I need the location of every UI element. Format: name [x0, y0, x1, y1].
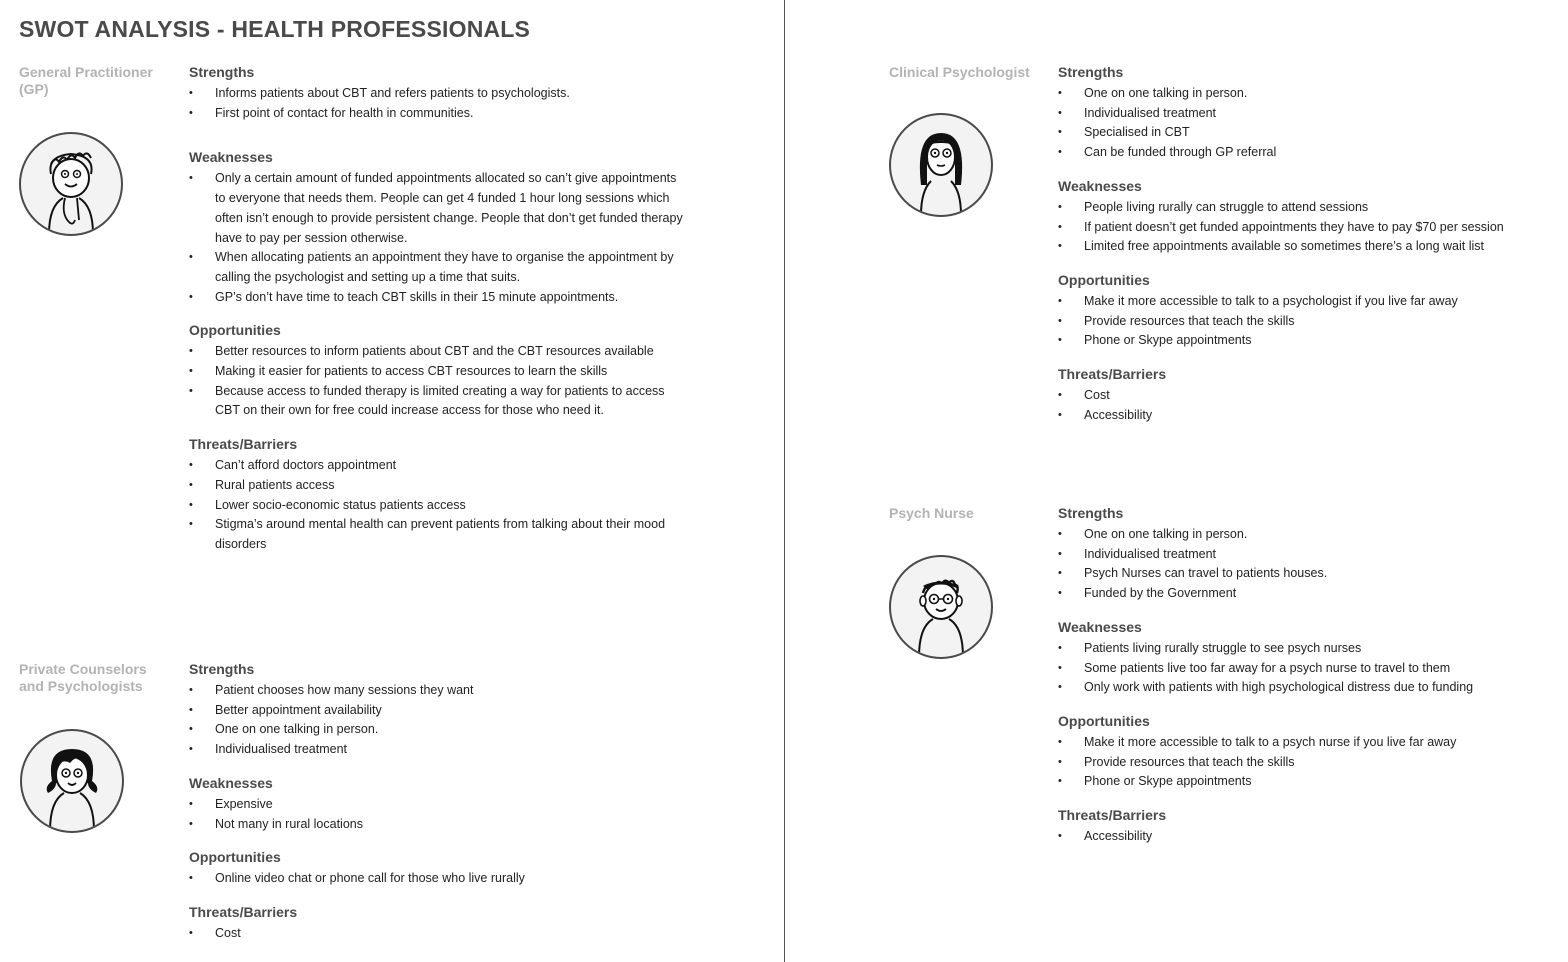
list-item: • Cost	[1058, 388, 1110, 403]
weaknesses-section	[1058, 619, 1558, 698]
list-item: • One on one talking in person.	[1058, 86, 1248, 100]
threats-section	[1058, 366, 1558, 425]
nurse-avatar-icon	[889, 555, 993, 659]
list-item: • Phone or Skype appointments	[1058, 774, 1252, 789]
threats-heading: Threats/Barriers	[189, 436, 298, 453]
threats-section	[1058, 807, 1558, 847]
list-item: • Individualised treatment	[1058, 546, 1217, 561]
weaknesses-section	[1058, 178, 1558, 257]
profile-name: Private Counselors and Psychologists	[19, 661, 147, 694]
strengths-section	[189, 64, 689, 123]
list-item: • Accessibility	[1058, 407, 1153, 422]
swot-sections	[1058, 505, 1558, 862]
psychologist-avatar-icon	[889, 113, 993, 217]
profile-name: Clinical Psychologist	[889, 64, 1030, 80]
profile-general-practitioner	[19, 64, 719, 584]
list-item: • People living rurally can struggle to attend sessions	[1058, 199, 1369, 214]
column-divider	[784, 0, 785, 962]
list-item: • Making it easier for patients to access CBT resources to learn the skills	[189, 364, 608, 379]
list-item: • Make it more accessible to talk to a psych nurse if you live far away	[1058, 734, 1457, 749]
doctor-avatar-icon	[19, 132, 123, 236]
list-item: • Expensive	[189, 796, 273, 811]
profile-clinical-psychologist	[889, 64, 1559, 444]
list-item: • Online video chat or phone call for those who live rurally	[189, 871, 525, 886]
list-item: • Patient chooses how many sessions they want	[189, 683, 474, 697]
list-item: • Phone or Skype appointments	[1058, 333, 1252, 348]
profile-private-counselors	[19, 661, 719, 951]
opportunities-section	[1058, 713, 1558, 792]
page-title: SWOT ANALYSIS - HEALTH PROFESSIONALS	[19, 16, 531, 42]
list-item: • Can’t afford doctors appointment	[189, 458, 397, 473]
list-item: • Stigma’s around mental health can prevent patients from talking about their mood disorders	[189, 517, 666, 551]
list-item: • Better resources to inform patients about CBT and the CBT resources available	[189, 344, 654, 359]
weaknesses-section	[189, 775, 689, 834]
profile-name: Psych Nurse	[889, 505, 974, 521]
list-item: • Specialised in CBT	[1058, 125, 1190, 140]
opportunities-heading: Opportunities	[189, 322, 281, 339]
list-item: • Provide resources that teach the skills	[1058, 313, 1295, 328]
opportunities-section	[1058, 272, 1558, 351]
strengths-heading: Strengths	[1058, 64, 1124, 80]
list-item: • Funded by the Government	[1058, 586, 1237, 601]
list-item: • Provide resources that teach the skills	[1058, 754, 1295, 769]
opportunities-heading: Opportunities	[1058, 271, 1150, 288]
list-item: • Psych Nurses can travel to patients houses.	[1058, 566, 1328, 581]
list-item: • When allocating patients an appointment they have to organise the appointment by calling the psychologist and setting up a time that suits.	[189, 250, 674, 284]
threats-heading: Threats/Barriers	[1058, 807, 1167, 824]
strengths-heading: Strengths	[189, 661, 255, 677]
swot-sections	[1058, 64, 1558, 440]
opportunities-section	[189, 322, 689, 421]
list-item: • Some patients live too far away for a psych nurse to travel to them	[1058, 660, 1451, 675]
list-item: • Cost	[189, 925, 241, 940]
list-item: • Better appointment availability	[189, 702, 382, 717]
weaknesses-heading: Weaknesses	[189, 774, 273, 791]
list-item: • GP’s don’t have time to teach CBT skills in their 15 minute appointments.	[189, 289, 619, 304]
counselor-avatar-icon	[20, 729, 124, 833]
list-item: • One on one talking in person.	[189, 722, 379, 737]
list-item: • First point of contact for health in communities.	[189, 105, 474, 120]
list-item: • Only work with patients with high psychological distress due to funding	[1058, 680, 1474, 695]
strengths-section	[1058, 505, 1558, 604]
opportunities-heading: Opportunities	[189, 849, 281, 866]
profile-name: General Practitioner (GP)	[19, 64, 153, 97]
opportunities-heading: Opportunities	[1058, 712, 1150, 729]
list-item: • Not many in rural locations	[189, 816, 363, 831]
strengths-heading: Strengths	[1058, 505, 1124, 521]
list-item: • Patients living rurally struggle to see psych nurses	[1058, 640, 1362, 655]
strengths-section	[189, 661, 689, 760]
weaknesses-heading: Weaknesses	[1058, 618, 1142, 635]
list-item: • Make it more accessible to talk to a psychologist if you live far away	[1058, 293, 1458, 308]
list-item: • Only a certain amount of funded appointments allocated so can’t give appointments to everyone that needs them. People can get 4 funded 1 hour long sessions which often isn’t enough to provide persistent change. People that don’t get funded therapy have to pay per session otherwise.	[189, 171, 683, 245]
strengths-section	[1058, 64, 1558, 163]
list-item: • Lower socio-economic status patients access	[189, 497, 466, 512]
list-item: • One on one talking in person.	[1058, 527, 1248, 541]
opportunities-section	[189, 849, 689, 889]
threats-heading: Threats/Barriers	[189, 903, 298, 920]
profile-psych-nurse	[889, 505, 1559, 865]
swot-sections	[189, 64, 689, 570]
list-item: • Limited free appointments available so sometimes there’s a long wait list	[1058, 239, 1484, 254]
weaknesses-heading: Weaknesses	[189, 149, 273, 166]
list-item: • Informs patients about CBT and refers patients to psychologists.	[189, 86, 570, 100]
list-item: • Accessibility	[1058, 829, 1153, 844]
strengths-heading: Strengths	[189, 64, 255, 80]
list-item: • Can be funded through GP referral	[1058, 145, 1277, 160]
swot-sections	[189, 661, 689, 959]
threats-section	[189, 904, 689, 944]
weaknesses-section	[189, 149, 689, 307]
list-item: • Rural patients access	[189, 477, 335, 492]
threats-section	[189, 436, 689, 555]
list-item: • Individualised treatment	[189, 742, 348, 757]
weaknesses-heading: Weaknesses	[1058, 177, 1142, 194]
list-item: • Because access to funded therapy is limited creating a way for patients to access CBT on their own for free could increase access for those who need it.	[189, 383, 665, 418]
list-item: • Individualised treatment	[1058, 105, 1217, 120]
threats-heading: Threats/Barriers	[1058, 366, 1167, 383]
list-item: • If patient doesn’t get funded appointments they have to pay $70 per session	[1058, 219, 1504, 234]
